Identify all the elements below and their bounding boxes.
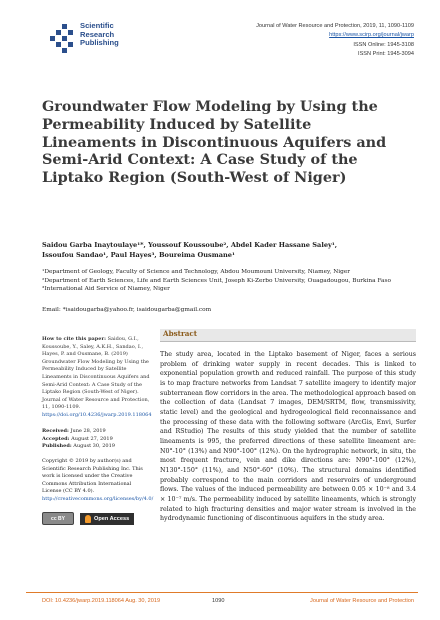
abstract-heading: Abstract [163,329,198,338]
received-value: June 28, 2019 [70,428,106,434]
license-link[interactable]: http://creativecommons.org/licenses/by/4.0/ [42,495,154,502]
open-access-lock-icon [85,515,91,523]
cc-by-icon[interactable]: cc BY [42,512,74,525]
affiliation-item: ¹Department of Geology, Faculty of Science and Technology, Abdou Moumouni University, Niamey, Niger [42,269,351,275]
issn-print: ISSN Print: 1945-3094 [358,51,414,58]
journal-url-link[interactable]: https://www.scirp.org/journal/jwarp [329,32,414,39]
footer-doi[interactable]: DOI: 10.4236/jwarp.2019.118064 Aug. 30, 2019 [42,598,161,604]
publisher-name-line: Publishing [80,38,119,48]
copyright-text: Copyright © 2019 by author(s) and Scientific Research Publishing Inc. This work is licensed under the Creative Commons Attribution International License (CC BY 4.0). [42,458,143,495]
cite-text: Saidou, G.I., Koussoube, Y., Saley, A.K.H., Sandao, I., Hayes, P. and Ousmane, B. (2019) Groundwater Flow Modeling by Using the Permeability Induced by Satellite Lineaments in Discontinuous Aquifers and Semi-Arid Context: A Case Study of the Liptako Region (South-West of Niger). Journal of Water Resource and Protection, 11, 1090-1109. [42,336,150,411]
published-value: August 30, 2019 [73,443,115,450]
cite-doi-link[interactable]: https://doi.org/10.4236/jwarp.2019.118064 [42,411,152,418]
cite-label: How to cite this paper: [42,336,106,342]
received-label: Received: [42,428,69,434]
page-number: 1090 [212,598,225,604]
paper-title: Groundwater Flow Modeling by Using the Permeability Induced by Satellite Lineaments in Discontinuous Aquifers and Semi-Arid Context: A Case Study of the Liptako Region (South-West of Niger) [42,98,387,187]
authors-line: Saidou Garba Inaytoulaye¹*, Youssouf Koussoube², Abdel Kader Hassane Saley¹, [42,241,338,249]
open-access-label: Open Access [94,515,130,522]
publisher-name [80,22,119,48]
abstract-text: The study area, located in the Liptako basement of Niger, faces a serious problem of drinking water supply in recent decades. This is linked to exponential population growth and reduced rainfall. The purpose of this study is to map fracture networks from Landsat 7 satellite imagery to identify major subterranean flow corridors in the area. The methodological approach based on the collection of data (Landsat 7 images, DEM/SRTM, flow, transmissivity, static level) and the geological and hydrogeological field reconnaissance and the processing of these data with the following software (ArcGis, Envi, Surfer and RStudio) The results of this study yielded that the number of satellite lineaments is 995, the preferred directions of these satellite lineament are: N0°-10° (13%) and N90°-100° (12%). On the hydrographic network, in situ, the most frequent fracture, vein and dike directions are: N90°-100° (12%), N130°-150° (11%), and N50°-60° (10%). The structural domains identified probably correspond to the main corridors and reservoirs of underground flows. The values of the induced permeability are between 0.05 × 10⁻⁸ and 3.4 × 10⁻⁷ m/s. The permeability induced by satellite lineaments, which is strongly related to high fracturing densities and major water stream is involved in the hydrodynamic functioning of discontinuous aquifers in the study area. [160,351,416,523]
license-badges [42,512,134,525]
open-access-badge [80,513,134,525]
publication-dates [42,428,152,451]
accepted-label: Accepted: [42,435,70,442]
affiliations [42,268,412,294]
corresponding-email[interactable] [42,307,211,313]
received-date [42,428,152,436]
email-link[interactable]: Email: *isaidougarba@yahoo.fr, isaidougarba@gmail.com [42,307,212,313]
affiliation-item: ²Department of Earth Sciences, Life and Earth Sciences Unit, Joseph Ki-Zerbo University, Ouagadougou, Burkina Faso [42,277,391,284]
publisher-name-line: Research [80,29,115,39]
accepted-date [42,436,152,444]
authors-line: Issoufou Sandao¹, Paul Hayes³, Boureima Ousmane¹ [42,251,235,259]
copyright-notice [42,458,152,504]
footer-journal-name: Journal of Water Resource and Protection [310,598,414,604]
publisher-name-line: Scientific [80,21,114,30]
author-list [42,240,402,260]
how-to-cite [42,336,152,420]
abstract-heading-bar [160,329,416,342]
footer-divider [26,592,418,593]
journal-citation: Journal of Water Resource and Protection, 2019, 11, 1090-1109 [256,23,414,29]
affiliation-item: ³International Aid Service of Niamey, Niger [42,286,170,293]
accepted-value: August 27, 2019 [71,435,113,442]
issn-online: ISSN Online: 1945-3108 [353,41,414,48]
journal-info [256,22,414,60]
published-label: Published: [42,443,72,450]
published-date [42,443,152,451]
